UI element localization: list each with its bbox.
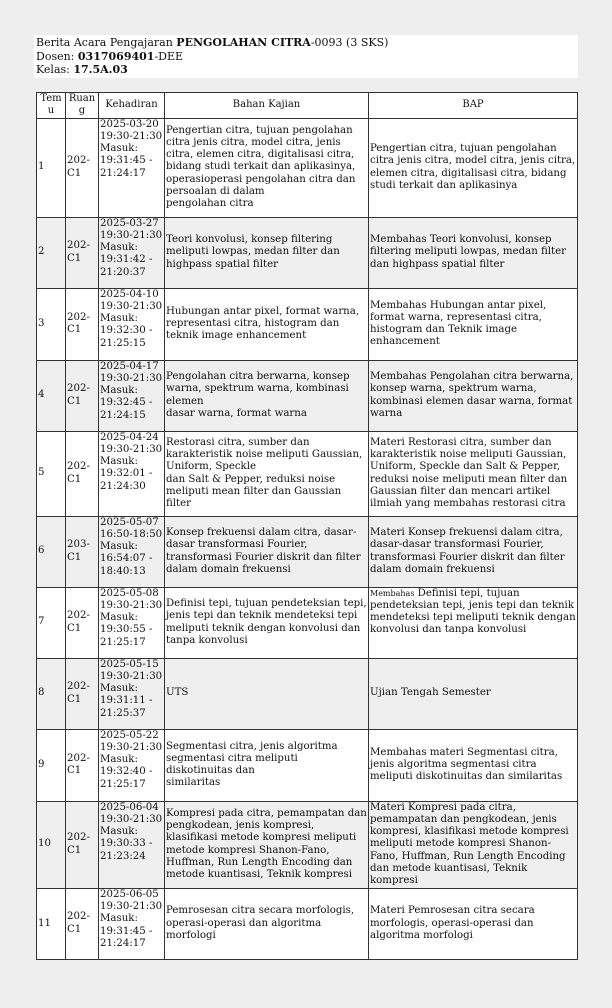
kehadiran-cell: 2025-05-08 19:30-21:30 Masuk: 19:30:55 - 21:25:17	[99, 587, 165, 658]
ruang-cell: 202-C1	[66, 217, 99, 288]
bap-text: Ujian Tengah Semester	[370, 687, 491, 699]
header-info	[34, 35, 578, 78]
ruang-cell: 202-C1	[66, 431, 99, 516]
table-row	[37, 729, 578, 801]
column-header-bap: BAP	[369, 93, 578, 119]
bap-cell	[369, 587, 578, 658]
kehadiran-cell: 2025-05-07 16:50-18:50 Masuk: 16:54:07 - 18:40:13	[99, 516, 165, 587]
ruang-cell: 202-C1	[66, 888, 99, 959]
table-row	[37, 587, 578, 658]
kelas-value: 17.5A.03	[73, 63, 128, 76]
bap-cell	[369, 118, 578, 217]
table-row	[37, 288, 578, 360]
bahan-kajian-cell: Pengertian citra, tujuan pengolahan citra jenis citra, model citra, jenis citra, elemen citra, digitalisasi citra, bidang studi terkait dan aplikasinya, operasioperasi pengolahan citra dan persoalan di dalam pengolahan citra	[165, 118, 369, 217]
temu-cell: 4	[37, 360, 66, 431]
bahan-kajian-cell: Hubungan antar pixel, format warna, representasi citra, histogram dan teknik image enhancement	[165, 288, 369, 360]
kehadiran-cell: 2025-03-20 19:30-21:30 Masuk: 19:31:45 - 21:24:17	[99, 118, 165, 217]
bahan-kajian-cell: UTS	[165, 658, 369, 729]
temu-cell: 6	[37, 516, 66, 587]
table-row	[37, 431, 578, 516]
kehadiran-cell: 2025-06-05 19:30-21:30 Masuk: 19:31:45 - 21:24:17	[99, 888, 165, 959]
course-name: PENGOLAHAN CITRA	[176, 36, 311, 49]
dosen-line	[36, 50, 576, 64]
bap-cell	[369, 888, 578, 959]
table-header-row	[37, 93, 578, 119]
bap-cell	[369, 288, 578, 360]
kehadiran-cell: 2025-04-24 19:30-21:30 Masuk: 19:32:01 - 21:24:30	[99, 431, 165, 516]
kelas-label: Kelas:	[36, 63, 74, 76]
temu-cell: 8	[37, 658, 66, 729]
table-row	[37, 658, 578, 729]
temu-cell: 11	[37, 888, 66, 959]
ruang-cell: 202-C1	[66, 288, 99, 360]
bahan-kajian-cell: Konsep frekuensi dalam citra, dasar-dasar transformasi Fourier, transformasi Fourier diskrit dan filter dalam domain frekuensi	[165, 516, 369, 587]
table-row	[37, 888, 578, 959]
table-row	[37, 360, 578, 431]
bap-text: Membahas Hubungan antar pixel, format warna, representasi citra, histogram dan Teknik image enhancement	[370, 299, 547, 348]
bap-text: Materi Konsep frekuensi dalam citra, dasar-dasar transformasi Fourier, transformasi Fourier diskrit dan filter dalam domain frekuensi	[370, 527, 565, 575]
bap-text: Membahas Teori konvolusi, konsep filtering meliputi lowpas, medan filter dan highpass spatial filter	[370, 234, 567, 270]
kehadiran-cell: 2025-05-22 19:30-21:30 Masuk: 19:32:40 - 21:25:17	[99, 729, 165, 801]
column-header-bahan-kajian: Bahan Kajian	[165, 93, 369, 119]
kehadiran-cell: 2025-04-17 19:30-21:30 Masuk: 19:32:45 - 21:24:15	[99, 360, 165, 431]
temu-cell: 7	[37, 587, 66, 658]
bap-prefix: Membahas	[370, 588, 415, 598]
table-row	[37, 118, 578, 217]
bap-cell	[369, 801, 578, 888]
ruang-cell: 202-C1	[66, 360, 99, 431]
dosen-suffix: -DEE	[154, 49, 184, 63]
attendance-table	[36, 92, 578, 960]
bap-text: Membahas materi Segmentasi citra, jenis algoritma segmentasi citra meliputi diskotinuitas dan similaritas	[370, 746, 563, 783]
bahan-kajian-cell: Teori konvolusi, konsep filtering meliputi lowpas, medan filter dan highpass spatial filter	[165, 217, 369, 288]
column-header-ruang: Ruang	[66, 93, 99, 119]
bap-cell	[369, 217, 578, 288]
column-header-temu: Temu	[37, 93, 66, 119]
kelas-line	[36, 63, 576, 77]
bahan-kajian-cell: Pemrosesan citra secara morfologis, operasi-operasi dan algoritma morfologi	[165, 888, 369, 959]
berita-label: Berita Acara Pengajaran	[36, 36, 177, 49]
kehadiran-cell: 2025-03-27 19:30-21:30 Masuk: 19:31:42 - 21:20:37	[99, 217, 165, 288]
table-row	[37, 217, 578, 288]
ruang-cell: 202-C1	[66, 801, 99, 888]
bap-cell	[369, 658, 578, 729]
ruang-cell: 203-C1	[66, 516, 99, 587]
table-row	[37, 801, 578, 888]
bahan-kajian-cell: Restorasi citra, sumber dan karakteristik noise meliputi Gaussian, Uniform, Speckle dan Salt & Pepper, reduksi noise meliputi mean filter dan Gaussian filter	[165, 431, 369, 516]
column-header-kehadiran: Kehadiran	[99, 93, 165, 119]
dosen-label: Dosen:	[36, 49, 78, 63]
ruang-cell: 202-C1	[66, 587, 99, 658]
bap-text: Materi Pemrosesan citra secara morfologis, operasi-operasi dan algoritma morfologi	[370, 905, 535, 941]
dosen-id: 0317069401	[77, 49, 155, 63]
bap-cell	[369, 360, 578, 431]
bap-cell	[369, 431, 578, 516]
bap-text: Materi Kompresi pada citra, pemampatan dan pengkodean, jenis kompresi, klasifikasi metode kompresi meliputi metode kompresi Shanon-Fano, Huffman, Run Length Encoding dan metode kuantisasi, Teknik kompresi	[370, 801, 569, 887]
temu-cell: 5	[37, 431, 66, 516]
course-code: -0093 (3 SKS)	[310, 36, 389, 49]
bap-cell	[369, 729, 578, 801]
temu-cell: 1	[37, 118, 66, 217]
temu-cell: 2	[37, 217, 66, 288]
temu-cell: 3	[37, 288, 66, 360]
bahan-kajian-cell: Pengolahan citra berwarna, konsep warna, spektrum warna, kombinasi elemen dasar warna, format warna	[165, 360, 369, 431]
bap-cell	[369, 516, 578, 587]
kehadiran-cell: 2025-06-04 19:30-21:30 Masuk: 19:30:33 - 21:23:24	[99, 801, 165, 888]
ruang-cell: 202-C1	[66, 658, 99, 729]
bap-text: Materi Restorasi citra, sumber dan karakteristik noise meliputi Gaussian, Uniform, Speckle dan Salt & Pepper, reduksi noise meliputi mean filter dan Gaussian filter dan mencari artikel ilmiah yang membahas restorasi citra	[370, 436, 568, 510]
berita-acara-line	[36, 36, 576, 50]
bahan-kajian-cell: Definisi tepi, tujuan pendeteksian tepi, jenis tepi dan teknik mendeteksi tepi meliputi teknik dengan konvolusi dan tanpa konvolusi	[165, 587, 369, 658]
bap-text: Pengertian citra, tujuan pengolahan citra jenis citra, model citra, jenis citra, elemen citra, digitalisasi citra, bidang studi terkait dan aplikasinya	[370, 143, 576, 191]
kehadiran-cell: 2025-05-15 19:30-21:30 Masuk: 19:31:11 - 21:25:37	[99, 658, 165, 729]
ruang-cell: 202-C1	[66, 118, 99, 217]
kehadiran-cell: 2025-04-10 19:30-21:30 Masuk: 19:32:30 - 21:25:15	[99, 288, 165, 360]
temu-cell: 10	[37, 801, 66, 888]
bahan-kajian-cell: Kompresi pada citra, pemampatan dan pengkodean, jenis kompresi, klasifikasi metode kompresi meliputi metode kompresi Shanon-Fano, Huffman, Run Length Encoding dan metode kuantisasi, Teknik kompresi	[165, 801, 369, 888]
ruang-cell: 202-C1	[66, 729, 99, 801]
bahan-kajian-cell: Segmentasi citra, jenis algoritma segmentasi citra meliputi diskotinuitas dan similaritas	[165, 729, 369, 801]
bap-text: Definisi tepi, tujuan pendeteksian tepi, jenis tepi dan teknik mendeteksi tepi meliputi teknik dengan konvolusi dan tanpa konvolusi	[370, 587, 576, 636]
temu-cell: 9	[37, 729, 66, 801]
bap-text: Membahas Pengolahan citra berwarna, konsep warna, spektrum warna, kombinasi elemen dasar warna, format warna	[370, 371, 574, 419]
table-row	[37, 516, 578, 587]
